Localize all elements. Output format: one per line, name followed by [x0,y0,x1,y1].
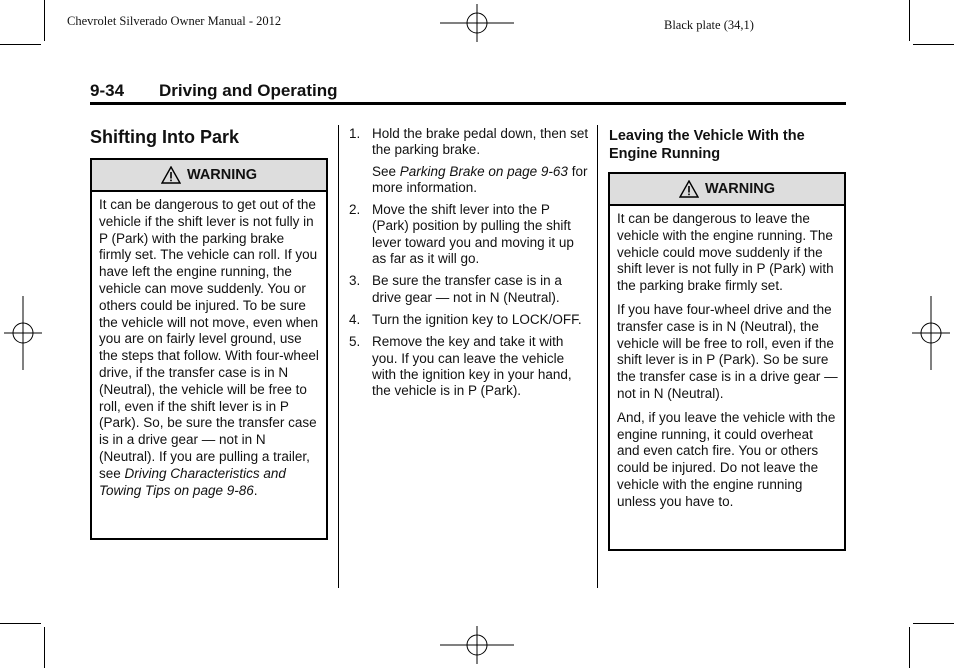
cross-reference-link[interactable]: Parking Brake on page 9-63 [399,163,568,179]
cross-reference-link[interactable]: Driving Characteristics and Towing Tips on page 9-86 [99,465,286,498]
plate-label: Black plate (34,1) [664,18,754,32]
warning-body [92,192,326,505]
warning-paragraph: And, if you leave the vehicle with the engine running, it could overheat and even catch fire. You or others could be injured. Do not leave the vehicle with the engine running unless you have to. [617,409,836,509]
warning-paragraph: It can be dangerous to leave the vehicle with the engine running. The vehicle could move suddenly if the shift lever is not fully in P (Park) with the parking brake firmly set. [617,211,834,294]
see-reference [349,164,589,197]
step-text: Move the shift lever into the P (Park) position by pulling the shift lever toward you and moving it up as far as it will go. [372,202,574,267]
warning-icon [679,180,699,198]
list-item [349,334,589,399]
step-text: Remove the key and take it with you. If you can leave the vehicle with the ignition key in your hand, the vehicle is in P (Park). [372,334,572,399]
crop-mark [913,623,954,624]
page-number: 9-34 [90,81,125,100]
section-title: Driving and Operating [159,81,338,100]
manual-title: Chevrolet Silverado Owner Manual - 2012 [67,14,282,28]
crop-mark [909,627,910,668]
heading-leaving-vehicle-running: Leaving the Vehicle With the Engine Running [609,128,805,162]
step-number: 5. [349,334,361,350]
registration-mark-right [912,296,950,370]
step-text: Turn the ignition key to LOCK/OFF. [372,311,582,327]
warning-box-left [90,158,328,540]
crop-mark [0,44,41,45]
warning-text: It can be dangerous to get out of the vehicle if the shift lever is not fully in P (Park) with the parking brake firmly set. The vehicle can roll. If you have left the engine running, the vehicle can move suddenly. You or others could be injured. To be sure the vehicle will not move, even when you are on fairly level ground, use the steps that follow. With four-wheel drive, if the transfer case is in N (Neutral), the vehicle will be free to roll, even if the shift lever is in P (Park). So, be sure the transfer case is in a drive gear — not in N (Neutral). If you are pulling a trailer, see [99,197,319,481]
step-number: 4. [349,311,361,327]
crop-mark [913,44,954,45]
warning-label: WARNING [704,181,776,197]
warning-header [92,160,326,192]
step-number: 3. [349,273,361,289]
see-prefix: See [372,163,397,179]
warning-header [610,174,844,206]
column-divider [338,125,339,588]
warning-icon [161,166,181,184]
warning-label: WARNING [186,167,258,183]
procedure-steps [349,126,589,405]
warning-paragraph: If you have four-wheel drive and the transfer case is in N (Neutral), the vehicle will be free to roll, even if the shift lever is in P (Park). So be sure the transfer case is in a drive gear — not in N (Neutral). [617,301,838,401]
warning-end: . [253,482,258,498]
crop-mark [909,0,910,41]
heading-shifting-into-park: Shifting Into Park [90,127,240,147]
step-text: Be sure the transfer case is in a drive gear — not in N (Neutral). [372,273,562,305]
list-item [349,312,589,328]
warning-body [610,206,844,517]
warning-box-right [608,172,846,551]
registration-mark-bottom [440,626,514,664]
see-suffix: for more information. [372,163,588,195]
step-text: Hold the brake pedal down, then set the parking brake. [372,126,589,158]
crop-mark [44,627,45,668]
registration-mark-top [440,4,514,42]
crop-mark [0,623,41,624]
list-item [349,273,589,306]
list-item [349,202,589,267]
step-number: 1. [349,126,361,141]
step-number: 2. [349,202,361,218]
list-item [349,126,589,159]
registration-mark-left [4,296,42,370]
column-divider [597,125,598,588]
section-header [90,80,846,105]
crop-mark [44,0,45,41]
